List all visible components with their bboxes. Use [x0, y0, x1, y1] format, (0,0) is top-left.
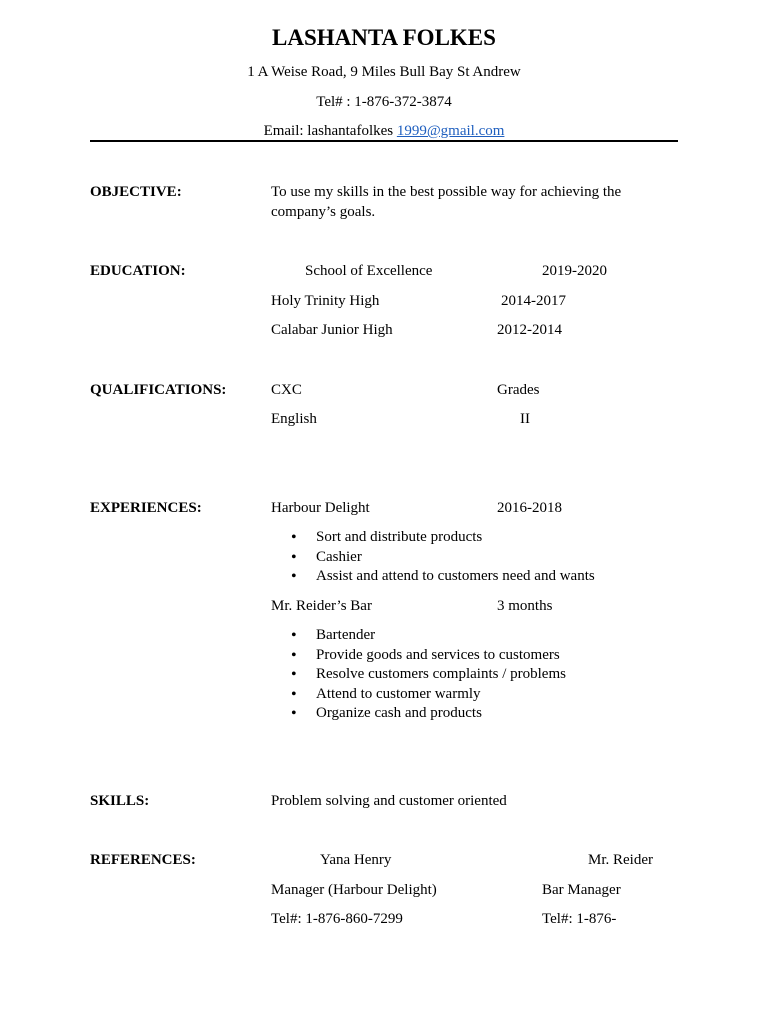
objective-text-line2: company’s goals. — [271, 204, 376, 220]
reference-role: Manager (Harbour Delight) — [271, 882, 437, 898]
education-school: Holy Trinity High — [271, 293, 380, 309]
education-school: School of Excellence — [305, 263, 433, 279]
job-period: 2016-2018 — [497, 500, 562, 516]
education-label: EDUCATION: — [90, 263, 186, 279]
list-item: • Organize cash and products — [271, 704, 566, 724]
education-years: 2014-2017 — [501, 293, 566, 309]
qualifications-label: QUALIFICATIONS: — [90, 382, 227, 398]
qualifications-grade-header: Grades — [497, 382, 540, 398]
list-item: • Assist and attend to customers need and wants — [271, 567, 595, 587]
objective-label: OBJECTIVE: — [90, 184, 182, 200]
reference-name: Yana Henry — [320, 852, 392, 868]
experiences-label: EXPERIENCES: — [90, 500, 202, 516]
education-school: Calabar Junior High — [271, 322, 393, 338]
list-item: • Sort and distribute products — [271, 528, 595, 548]
telephone: Tel# : 1-876-372-3874 — [316, 94, 452, 110]
list-item: • Resolve customers complaints / problems — [271, 665, 566, 685]
email-prefix: Email: lashantafolkes — [263, 123, 397, 139]
job-period: 3 months — [497, 598, 553, 614]
reference-name: Mr. Reider — [588, 852, 653, 868]
email-line — [0, 122, 768, 140]
reference-role: Bar Manager — [542, 882, 621, 898]
references-label: REFERENCES: — [90, 852, 196, 868]
header-divider — [90, 140, 678, 142]
objective-text-line1: To use my skills in the best possible way for achieving the — [271, 184, 622, 200]
education-years: 2019-2020 — [542, 263, 607, 279]
qualification-grade: II — [520, 411, 530, 427]
qualifications-subject-header: CXC — [271, 382, 302, 398]
reference-tel: Tel#: 1-876- — [542, 911, 617, 927]
list-item: • Bartender — [271, 626, 566, 646]
skills-text: Problem solving and customer oriented — [271, 793, 507, 809]
qualification-subject: English — [271, 411, 317, 427]
education-years: 2012-2014 — [497, 322, 562, 338]
job-duties-list — [271, 528, 595, 587]
applicant-name: LASHANTA FOLKES — [272, 25, 496, 50]
reference-tel: Tel#: 1-876-860-7299 — [271, 911, 403, 927]
skills-label: SKILLS: — [90, 793, 150, 809]
job-employer: Harbour Delight — [271, 500, 370, 516]
list-item: • Attend to customer warmly — [271, 685, 566, 705]
job-employer: Mr. Reider’s Bar — [271, 598, 372, 614]
address: 1 A Weise Road, 9 Miles Bull Bay St Andrew — [247, 64, 521, 80]
list-item: • Cashier — [271, 548, 595, 568]
list-item: • Provide goods and services to customers — [271, 646, 566, 666]
email-link[interactable]: 1999@gmail.com — [396, 123, 505, 139]
job-duties-list — [271, 626, 566, 724]
